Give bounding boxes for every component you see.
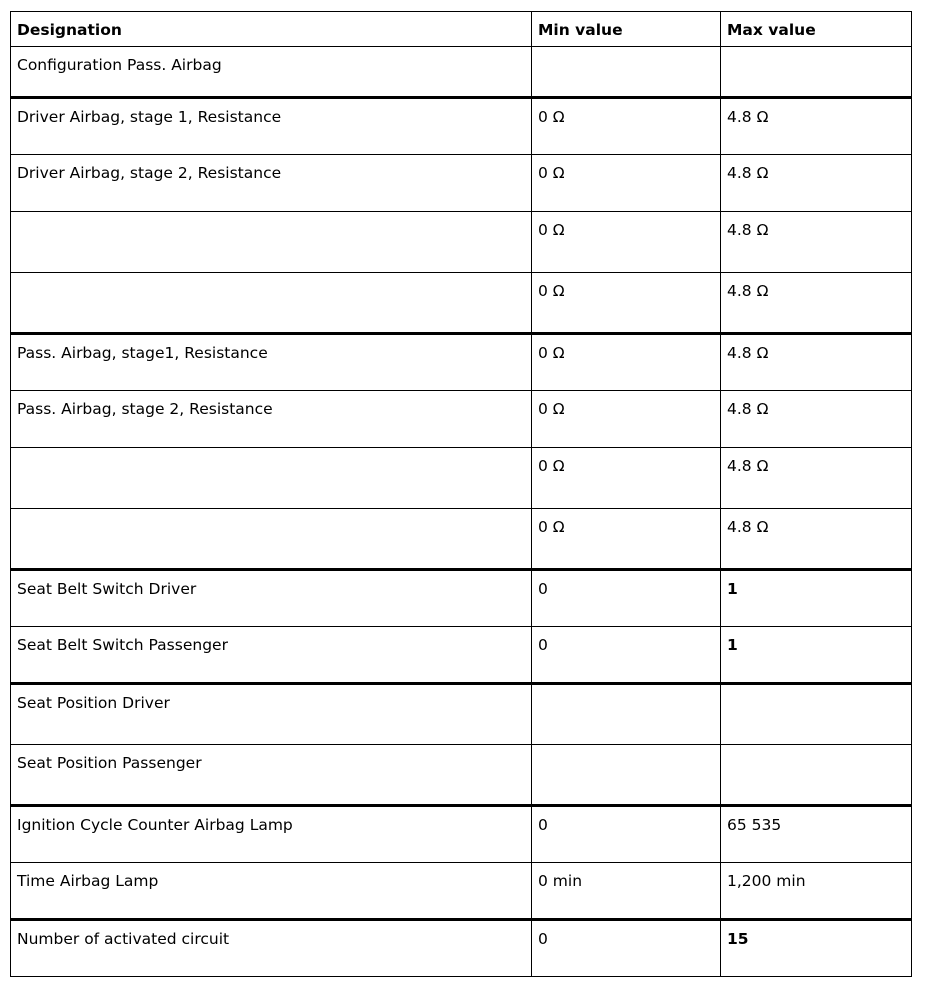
table-row (11, 273, 912, 334)
cell-min: 0 (532, 627, 721, 684)
header-designation: Designation (11, 12, 532, 47)
cell-max (721, 745, 912, 806)
cell-max: 1,200 min (721, 863, 912, 920)
cell-designation: Seat Belt Switch Passenger (11, 627, 532, 684)
table-row (11, 920, 912, 977)
cell-designation: Ignition Cycle Counter Airbag Lamp (11, 806, 532, 863)
table-row (11, 863, 912, 920)
cell-designation: Number of activated circuit (11, 920, 532, 977)
cell-designation (11, 448, 532, 509)
cell-max (721, 684, 912, 745)
table-row (11, 745, 912, 806)
cell-min: 0 (532, 920, 721, 977)
cell-min: 0 Ω (532, 509, 721, 570)
cell-max: 1 (721, 627, 912, 684)
cell-max: 4.8 Ω (721, 391, 912, 448)
cell-min: 0 Ω (532, 334, 721, 391)
cell-min (532, 684, 721, 745)
cell-min: 0 Ω (532, 212, 721, 273)
cell-max: 4.8 Ω (721, 334, 912, 391)
cell-max (721, 47, 912, 98)
cell-designation (11, 212, 532, 273)
cell-max: 4.8 Ω (721, 273, 912, 334)
table-row (11, 684, 912, 745)
cell-max: 4.8 Ω (721, 98, 912, 155)
cell-min (532, 47, 721, 98)
cell-max: 4.8 Ω (721, 155, 912, 212)
table-row (11, 47, 912, 98)
table-row (11, 98, 912, 155)
cell-min: 0 Ω (532, 155, 721, 212)
cell-max: 65 535 (721, 806, 912, 863)
airbag-values-table (10, 11, 912, 977)
cell-designation: Seat Position Passenger (11, 745, 532, 806)
table-row (11, 212, 912, 273)
cell-min: 0 Ω (532, 98, 721, 155)
cell-max: 4.8 Ω (721, 509, 912, 570)
table-row (11, 627, 912, 684)
cell-max: 4.8 Ω (721, 212, 912, 273)
table-header-row (11, 12, 912, 47)
cell-min: 0 (532, 570, 721, 627)
cell-designation: Time Airbag Lamp (11, 863, 532, 920)
cell-designation: Pass. Airbag, stage 2, Resistance (11, 391, 532, 448)
cell-min: 0 (532, 806, 721, 863)
cell-designation (11, 509, 532, 570)
header-max-value: Max value (721, 12, 912, 47)
cell-designation: Driver Airbag, stage 2, Resistance (11, 155, 532, 212)
cell-designation: Seat Belt Switch Driver (11, 570, 532, 627)
cell-min (532, 745, 721, 806)
cell-designation: Seat Position Driver (11, 684, 532, 745)
cell-max: 1 (721, 570, 912, 627)
cell-min: 0 Ω (532, 391, 721, 448)
cell-min: 0 Ω (532, 273, 721, 334)
cell-max: 4.8 Ω (721, 448, 912, 509)
table-row (11, 334, 912, 391)
cell-designation (11, 273, 532, 334)
header-min-value: Min value (532, 12, 721, 47)
table-row (11, 448, 912, 509)
table-row (11, 155, 912, 212)
table-row (11, 391, 912, 448)
table-row (11, 570, 912, 627)
cell-min: 0 min (532, 863, 721, 920)
cell-designation: Configuration Pass. Airbag (11, 47, 532, 98)
cell-designation: Pass. Airbag, stage1, Resistance (11, 334, 532, 391)
cell-min: 0 Ω (532, 448, 721, 509)
table-row (11, 509, 912, 570)
cell-designation: Driver Airbag, stage 1, Resistance (11, 98, 532, 155)
table-row (11, 806, 912, 863)
cell-max: 15 (721, 920, 912, 977)
